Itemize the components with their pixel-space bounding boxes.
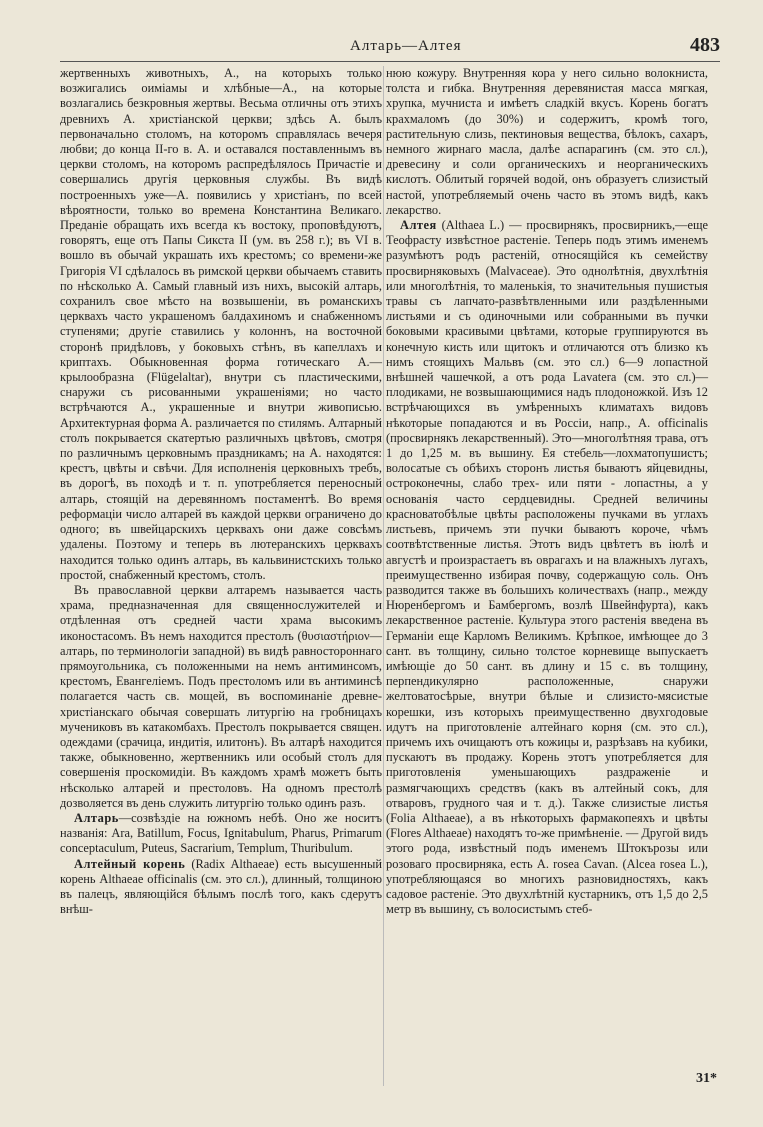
entry-althaea-root [60, 857, 382, 918]
entry-althaea [386, 218, 708, 917]
signature-mark: 31* [696, 1071, 717, 1086]
column-divider [383, 66, 384, 1086]
entry-text: (Althaea L.) — просвирнякъ, просвирникъ,—еще Теофрасту извѣстное растеніе. Теперь подъ этимъ именемъ разумѣютъ родъ растеній, относящійся къ семейству просвирняковыхъ (Malvaceae). Это однолѣтнія, двухлѣтнія или многолѣтнія, то маленькія, то значительныя пушистыя травы съ лапчато-развѣтвленными или раздѣленными листьями и съ одиночными или собранными въ пучки боковыми красивыми цвѣтами, которые группируются въ конечную кисть или щитокъ и отличаются отъ близко къ нимъ стоящихъ Мальвъ (см. это сл.) 6—9 лопастной внѣшней чашечкой, а отъ рода Lavatera (см. это сл.)— плодиками, не возвышающимися надъ плодоножкой. Изъ 12 встрѣчающихся въ умѣренныхъ климатахъ видовъ нѣкоторые попадаются и въ Россіи, напр., A. officinalis (просвирнякъ лекарственный). Это—многолѣтняя трава, отъ 1 до 1,25 м. въ вышину. Ея стебель—лохматопушистъ; волосатые съ обѣихъ сторонъ листья бываютъ яйцевидны, остроконечны, слабо трех- или пяти - лопастны, а у основанія часто сердцевидны. Средней величины красноватобѣлые цвѣты расположены пучками въ углахъ листьевъ, причемъ эти пучки бываютъ короче, чѣмъ соотвѣтственные листья. Этотъ видъ цвѣтетъ въ іюлѣ и августѣ и произрастаетъ въ оврагахъ и на влажныхъ лугахъ, преимущественно избирая почву, содержащую соль. Онъ разводится также въ большихъ количествахъ (напр., между Нюренбергомъ и Бамбергомъ, возлѣ Швейнфурта), какъ лекарственное растеніе. Культура этого растенія введена въ Германіи еще Карломъ Великимъ. Крѣпкое, имѣющее до 3 сант. въ толщину, сильно толстое корневище выпускаетъ имѣющіе до 50 сант. въ длину и 15 с. въ толщину, перпендикулярно расположенные, снаружи желтоватосѣрые, внутри бѣлые и слизисто-мясистые корешки, изъ которыхъ преимущественно двухгодовые идутъ на приготовленіе алтейнаго корня (см. это сл.), причемъ ихъ очищаютъ отъ кожицы и, разрѣзавъ на кубики, пускаютъ въ продажу. Корень этотъ употребляется для приготовленія уменьшающихъ раздраженіе и размягчающихъ средствъ (какъ въ алтейный сокъ, для отваровъ, грудного чая и т. д.). Также слизистые листья (Folia Althaeae), а въ нѣкоторыхъ фармакопеяхъ и цвѣты (Flores Althaeae) находятъ то-же примѣненіе. — Другой видъ этого рода, извѣстный подъ именемъ Штокърозы или розоваго просвирняка, есть A. rosea Cavan. (Alcea rosea L.), употребляющаяся во многихъ разновидностяхъ, какъ садовое растеніе. Это двухлѣтній кустарникъ, отъ 1,5 до 2,5 метр въ вышину, съ волосистымъ стеб- [386, 218, 708, 917]
page-header [60, 34, 720, 62]
page-number: 483 [690, 34, 720, 56]
right-column [386, 66, 708, 917]
entry-text: —созвѣздіе на южномъ небѣ. Оно же носитъ названія: Ara, Batillum, Focus, Ignitabulum, Pharus, Primarum conceptaculum, Puteus, Sacrarium, Templum, Thuribulum. [60, 810, 382, 856]
entry-text: (Radix Althaeae) есть высушенный корень Althaeae officinalis (см. это сл.), длинный, толщиною въ палецъ, являющійся бѣлымъ послѣ того, какъ сдерутъ внѣш- [60, 856, 382, 917]
paragraph: Въ православной церкви алтаремъ называется часть храма, предназначенная для священнослужителей и отдѣленная отъ средней части храма высокимъ иконостасомъ. Въ немъ находится престолъ (θυσιαστήριον—алтарь, по терминологіи западной) въ видѣ равностороннаго прямоугольника, съ положенными на немъ антиминсомъ, крестомъ, Евангеліемъ. Подъ престоломъ или въ антиминсѣ полагается часть св. мощей, въ воспоминаніе древне-христіанскаго обычая совершать литургію на гробницахъ мучениковъ въ катакомбахъ. Престолъ покрывается священ. одеждами (срачица, индитія, илитонъ). Въ алтарѣ находится также, обыкновенно, жертвенникъ или особый столъ для совершенія проскомидіи. Въ каждомъ храмѣ можетъ быть нѣсколько алтарей и престоловъ. На одномъ престолѣ дозволяется въ день служить литургію только одинъ разъ. [60, 582, 382, 810]
header-rule [60, 61, 720, 62]
paragraph: жертвенныхъ животныхъ, А., на которыхъ только возжигались оиміамы и хлѣбные—А., на которые возлагались безкровныя жертвы. Весьма отличны отъ этихъ древнихъ А. христіанской церкви; здѣсь А. былъ первоначально столомъ, на которомъ справлялась вечеря любви; до конца II-го в. А. и оставался поставленнымъ въ церкви столомъ, на которомъ распредѣлялось Причастіе и совершались другія церковныя службы. Въ видѣ построенныхъ уже—А. появились у христіанъ, по всей вѣроятности, только во времена Константина Великаго. Преданіе обращать ихъ всегда къ востоку, проповѣдуютъ, говорятъ, еще отъ Папы Сикста II (ум. въ 258 г.); въ VI в. вошло въ обычай украшать ихъ крестомъ; со времени-же Григорія VI сдѣлалось въ римской церкви обычаемъ ставить по нѣсколько А. Самый главный изъ нихъ, высокій алтарь, сохранилъ свое мѣсто на возвышеніи, въ романскихъ церквахъ часто украшеномъ балдахиномъ и снабженномъ ступенями; другіе ставились у колоннъ, на восточной сторонѣ придѣловъ, у боковыхъ стѣнъ, въ капеллахъ и криптахъ. Обыкновенная форма готическаго А.—крылообразна (Flügelaltar), внутри съ пластическими, снаружи съ рисованными украшеніями; но часто встрѣчаются А., украшенные и внутри живописью. Архитектурная форма А. различается по стилямъ. Алтарный столъ покрывается скатертью различныхъ цвѣтовъ, смотря по различнымъ церковнымъ праздникамъ; на А. находятся: крестъ, цвѣты и свѣчи. Для исполненія церковныхъ требъ, въ дорогѣ, въ походѣ и т. п. употребляется переносный алтарь, стоящій на деревянномъ постаментѣ. Во время реформаціи число алтарей въ каждой церкви ограничено до одного; въ швейцарскихъ церквахъ они даже совсѣмъ удалены. Поэтому и теперь въ лютеранскихъ церквахъ находится только одинъ алтарь, въ кальвинистскихъ только простой, снабженный крестомъ, столъ. [60, 66, 382, 582]
left-column [60, 66, 382, 917]
entry-altar-constellation [60, 811, 382, 857]
entry-term: Алтейный корень [74, 856, 186, 871]
running-head: Алтарь—Алтея [350, 38, 462, 54]
entry-term: Алтея [400, 218, 437, 233]
entry-term: Алтарь [74, 810, 119, 825]
paragraph: нюю кожуру. Внутренняя кора у него сильно волокниста, толста и гибка. Внутренняя деревянистая масса мягкая, хрупка, мучниста и имѣетъ сладкій вкусъ. Корень богатъ крахмаломъ (до 30%) и содержитъ, кромѣ того, растительную слизь, пектиновыя вещества, бѣлокъ, сахаръ, немного жирнаго масла, далѣе аспарагинъ (см. это сл.), древесину и соли органическихъ и неорганическихъ кислотъ. Облитый горячей водой, онъ образуетъ слизистый настой, употребляемый очень часто въ этомъ видѣ, какъ лекарство. [386, 66, 708, 217]
